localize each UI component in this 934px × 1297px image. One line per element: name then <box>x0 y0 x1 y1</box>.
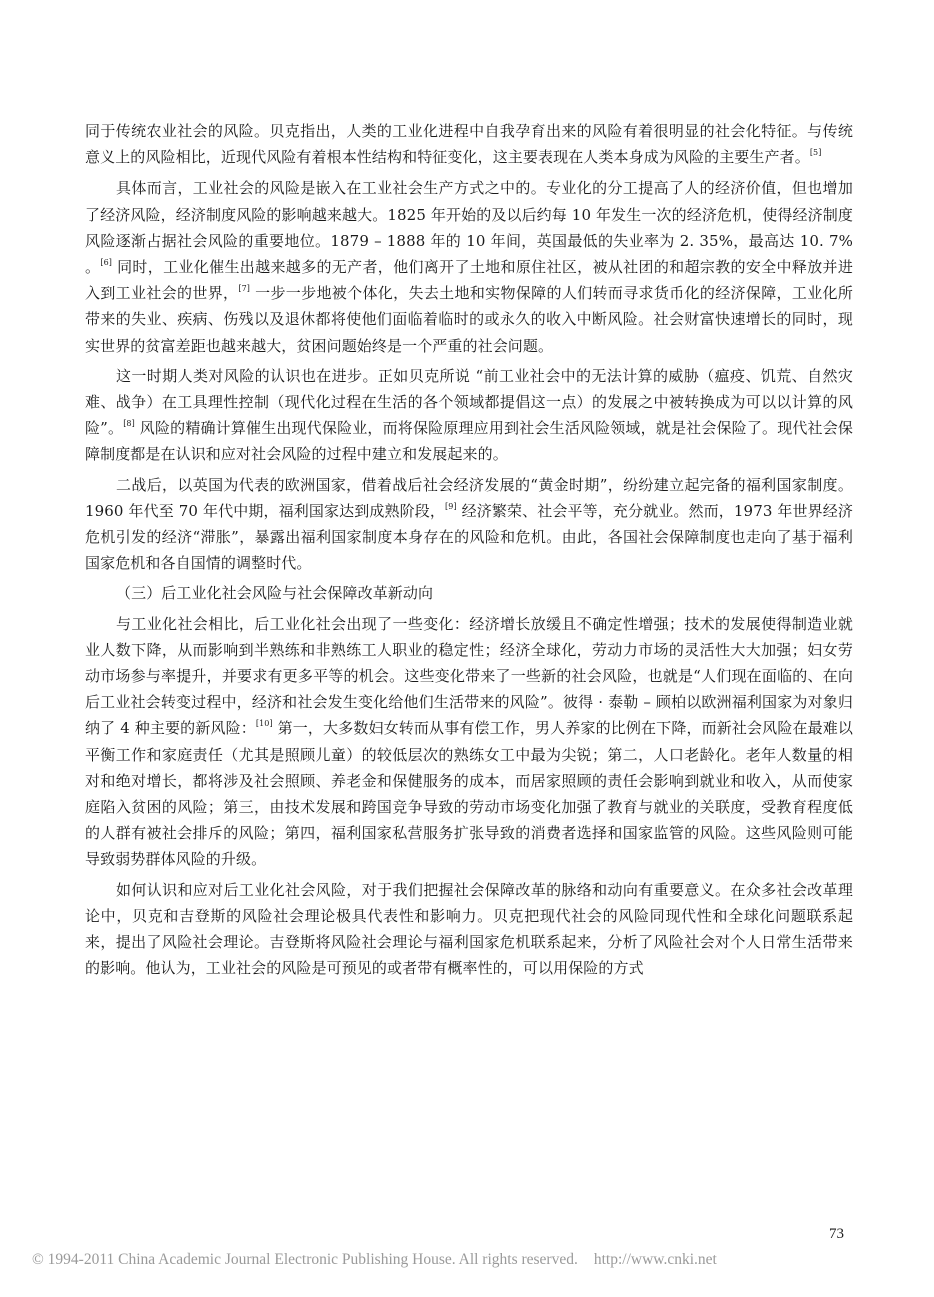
paragraph <box>85 472 853 577</box>
section-heading <box>85 580 853 606</box>
paragraph <box>85 175 853 358</box>
paragraph <box>85 877 853 982</box>
article-body <box>85 118 853 982</box>
text-run: 二战后，以英国为代表的欧洲国家，借着战后社会经济发展的“黄金时期”，纷纷建立起完备的福利国家制度。1960 年代至 70 年代中期，福利国家达到成熟阶段， <box>85 475 853 520</box>
paragraph <box>85 118 853 170</box>
heading-text: （三）后工业化社会风险与社会保障改革新动向 <box>116 584 434 603</box>
text-run: 风险的精确计算催生出现代保险业，而将保险原理应用到社会生活风险领域，就是社会保险了。现代社会保障制度都是在认识和应对社会风险的过程中建立和发展起来的。 <box>85 419 854 464</box>
footer-url: http://www.cnki.net <box>593 1251 717 1268</box>
citation: [8] <box>123 419 135 429</box>
citation: [9] <box>445 501 457 511</box>
text-run: 第一，大多数妇女转而从事有偿工作，男人养家的比例在下降，而新社会风险在最难以平衡工作和家庭责任（尤其是照顾儿童）的较低层次的熟练女工中最为尖锐；第二，人口老龄化。老年人数量的相对和绝对增长，都将涉及社会照顾、养老金和保健服务的成本，而居家照顾的责任会影响到就业和收入，从而使家庭陷入贫困的风险；第三，由技术发展和跨国竞争导致的劳动市场变化加强了教育与就业的关联度，受教育程度低的人群有被社会排斥的风险；第四，福利国家私营服务扩张导致的消费者选择和国家监管的风险。这些风险则可能导致弱势群体风险的升级。 <box>85 719 853 869</box>
text-run: 经济繁荣、社会平等，充分就业。然而，1973 年世界经济危机引发的经济“滞胀”，暴露出福利国家制度本身存在的风险和危机。由此，各国社会保障制度也走向了基于福利国家危机和各自国情的调整时代。 <box>85 501 853 573</box>
text-run: 如何认识和应对后工业化社会风险，对于我们把握社会保障改革的脉络和动向有重要意义。在众多社会改革理论中，贝克和吉登斯的风险社会理论极具代表性和影响力。贝克把现代社会的风险同现代性和全球化问题联系起来，提出了风险社会理论。吉登斯将风险社会理论与福利国家危机联系起来，分析了风险社会对个人日常生活带来的影响。他认为，工业社会的风险是可预见的或者带有概率性的，可以用保险的方式 <box>85 880 853 978</box>
copyright-text: © 1994-2011 China Academic Journal Electronic Publishing House. All rights reserved. <box>32 1251 578 1268</box>
text-run: 一步一步地被个体化，失去土地和实物保障的人们转而寻求货币化的经济保障，工业化所带来的失业、疾病、伤残以及退休都将使他们面临着临时的或永久的收入中断风险。社会财富快速增长的同时，现实世界的贫富差距也越来越大，贫困问题始终是一个严重的社会问题。 <box>85 284 853 355</box>
text-run: 这一时期人类对风险的认识也在进步。正如贝克所说 “前工业社会中的无法计算的威胁（瘟疫、饥荒、自然灾难、战争）在工具理性控制（现代化过程在生活的各个领域都提倡这一点）的发展之中被转换成为可以以计算的风险”。 <box>85 366 853 438</box>
page-number: 73 <box>829 1226 844 1242</box>
text-run: 同时，工业化催生出越来越多的无产者，他们离开了土地和原住社区，被从社团的和超宗教的安全中释放并进入到工业社会的世界， <box>85 258 853 303</box>
citation: [6] <box>100 258 112 268</box>
paragraph <box>85 611 853 873</box>
citation: [10] <box>255 719 273 729</box>
citation: [7] <box>238 284 251 294</box>
text-run: 与工业化社会相比，后工业化社会出现了一些变化：经济增长放缓且不确定性增强；技术的发展使得制造业就业人数下降，从而影响到半熟练和非熟练工人职业的稳定性；经济全球化，劳动力市场的灵活性大大加强；妇女劳动市场参与率提升，并要求有更多平等的机会。这些变化带来了一些新的社会风险，也就是“人们现在面临的、在向后工业社会转变过程中，经济和社会发生变化给他们生活带来的风险”。彼得 · 泰勒 – 顾柏以欧洲福利国家为对象归纳了 4 种主要的新风险： <box>85 614 853 738</box>
text-run: 具体而言，工业社会的风险是嵌入在工业社会生产方式之中的。专业化的分工提高了人的经济价值，但也增加了经济风险，经济制度风险的影响越来越大。1825 年开始的及以后约每 10 年发生一次的经济危机，使得经济制度风险逐渐占据社会风险的重要地位。1879 – 1888 年的 10 年间，英国最低的失业率为 2. 35%，最高达 10. 7% 。 <box>85 179 853 277</box>
text-run: 同于传统农业社会的风险。贝克指出，人类的工业化进程中自我孕育出来的风险有着很明显的社会化特征。与传统意义上的风险相比，近现代风险有着根本性结构和特征变化，这主要表现在人类本身成为风险的主要生产者。 <box>85 122 853 167</box>
copyright-footer <box>32 1251 717 1269</box>
paragraph <box>85 363 853 468</box>
citation: [5] <box>809 148 822 158</box>
